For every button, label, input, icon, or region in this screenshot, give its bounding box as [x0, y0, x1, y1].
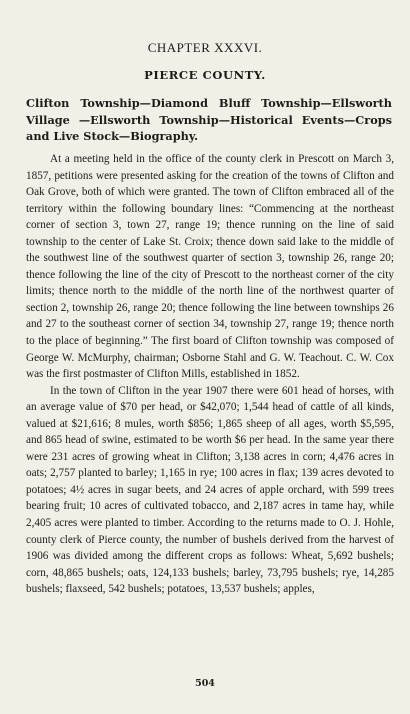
paragraph: In the town of Clifton in the year 1907 there were 601 head of horses, with an average value of $70 per head, or $42,070; 1,544 head of cattle of all kinds, valued at $21,616; 8 mules, worth $856; 1,865 sheep of all ages, worth $5,595, and 865 head of swine, estimated to be worth $6 per head. In the same year there were 231 acres of growing wheat in Clifton; 3,138 acres in corn; 4,476 acres in oats; 2,757 planted to barley; 1,165 in rye; 100 acres in flax; 139 acres devoted to potatoes; 4½ acres in sugar beets, and 24 acres of apple orchard, with 599 trees bearing fruit; 10 acres of cultivated tobacco, and 2,187 acres in tame hay, while 2,405 acres were planted to timber. According to the returns made to O. J. Hohle, county clerk of Pierce county, the number of bushels derived from the harvest of 1906 was divided among the different crops as follows: Wheat, 5,692 bushels; corn, 48,865 bushels; oats, 124,133 bushels; barley, 73,795 bushels; rye, 14,285 bushels; flaxseed, 542 bushels; potatoes, 13,537 bushels; apples, [26, 384, 394, 596]
chapter-subtitle: Clifton Township—Diamond Bluff Township—Ellsworth Village —Ellsworth Township—Historical Events—Crops and Live Stock—Biography. [26, 96, 392, 143]
page-number: 504 [195, 678, 215, 689]
body-text [26, 151, 394, 598]
paragraph: At a meeting held in the office of the county clerk in Prescott on March 3, 1857, petitions were presented asking for the creation of the towns of Clifton and Oak Grove, both of which were granted. The town of Clifton embraced all of the territory within the following boundary lines: “Commencing at the northeast corner of section 3, town 27, range 19; thence running on the line of said township to the center of Lake St. Croix; thence down said lake to the middle of the southwest line of the southwest quarter of section 3, township 26, range 20; thence following the line of the city of Prescott to the northeast corner of the city limits; thence north to the middle of the north line of the northwest quarter of section 2, township 26, range 20; thence following the line between townships 26 and 27 to the southeast corner of section 34, township 27, range 19; thence north to the place of beginning.” The first board of Clifton township was composed of George W. McMurphy, chairman; Osborne Stahl and G. W. Teachout. C. W. Cox was the first postmaster of Clifton Mills, established in 1852. [26, 153, 394, 381]
chapter-title: PIERCE COUNTY. [144, 68, 266, 82]
chapter-heading: CHAPTER XXXVI. [147, 40, 263, 55]
